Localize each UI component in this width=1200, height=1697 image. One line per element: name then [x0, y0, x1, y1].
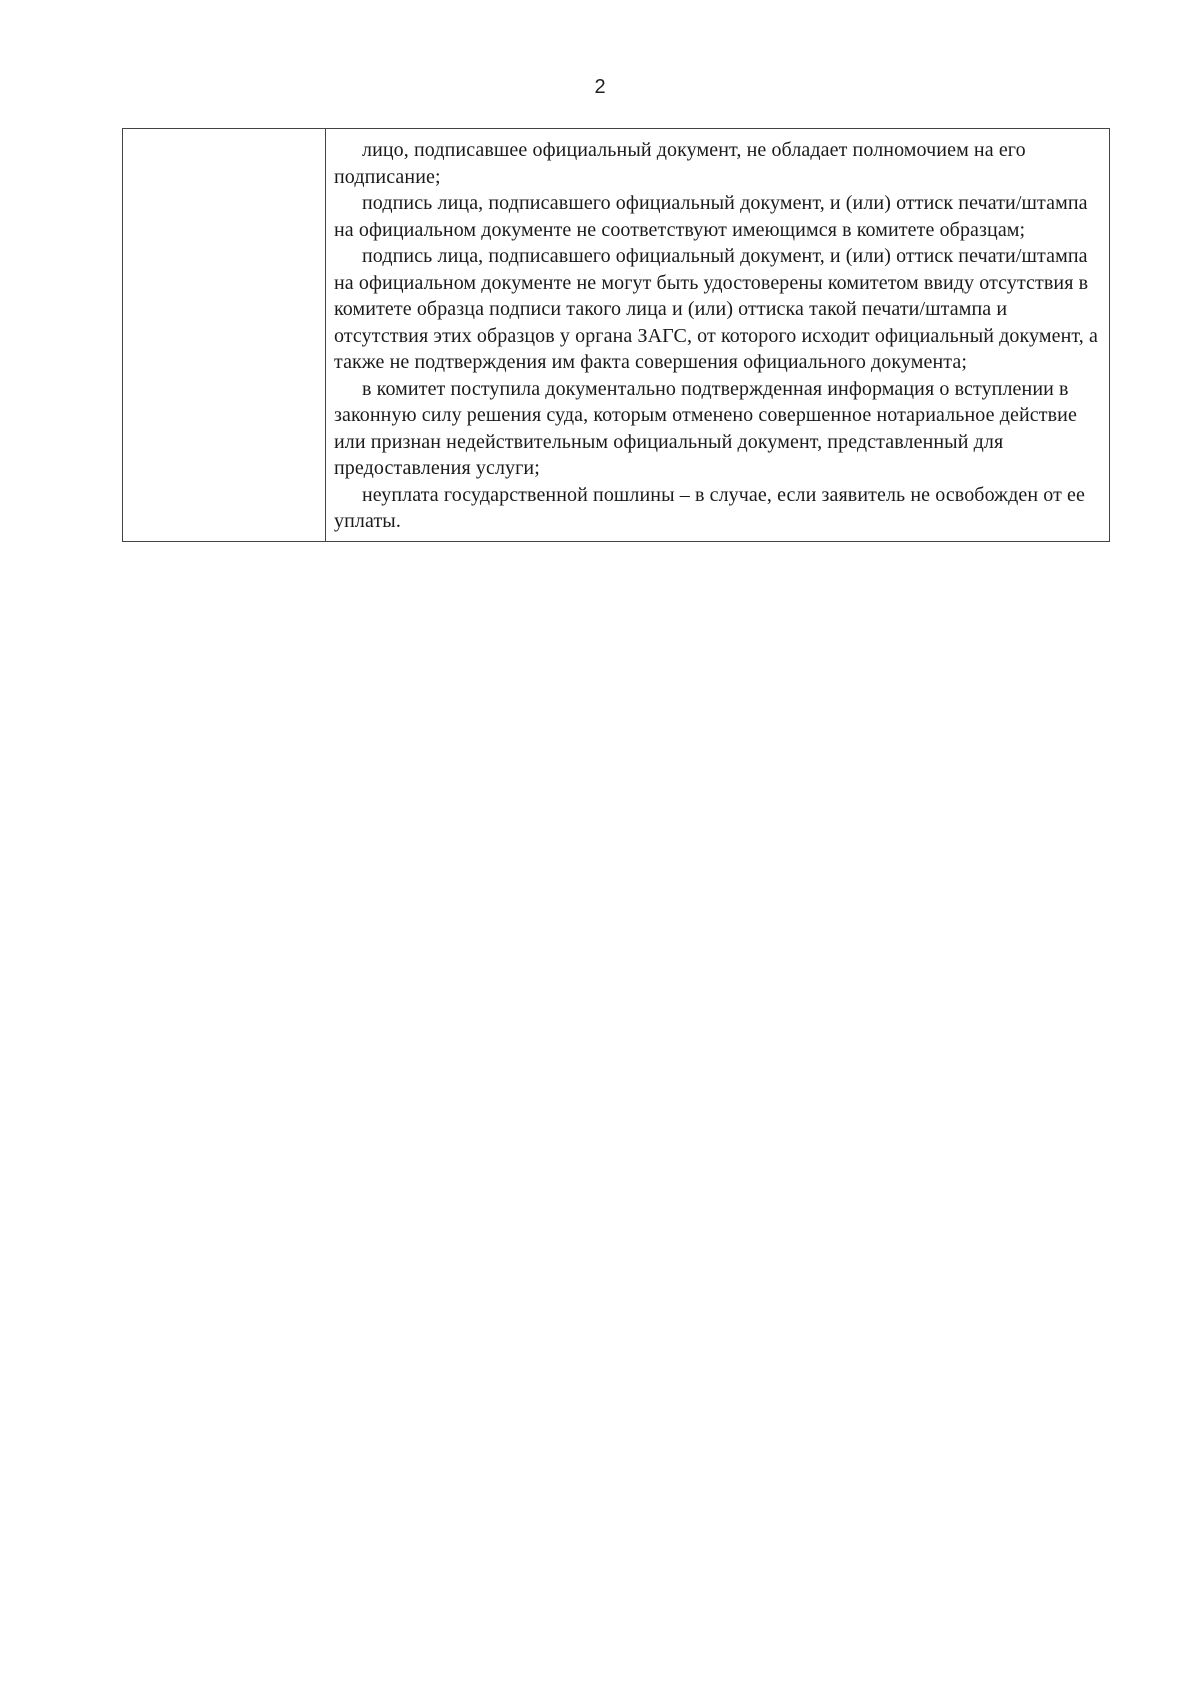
refusal-ground-4: в комитет поступила документально подтвержденная информация о вступлении в законную силу решения суда, которым отменено совершенное нотариальное действие или признан недействительным официальный документ, представленный для предоставления услуги;: [334, 377, 1077, 479]
table-cell-empty: [123, 129, 326, 542]
table-row: [123, 129, 1110, 542]
page-number: 2: [594, 76, 606, 98]
table-cell-content: [326, 129, 1110, 542]
refusal-ground-3: подпись лица, подписавшего официальный документ, и (или) оттиск печати/штампа на официальном документе не могут быть удостоверены комитетом ввиду отсутствия в комитете образца подписи такого лица и (или) оттиска такой печати/штампа и отсутствия этих образцов у органа ЗАГС, от которого исходит официальный документ, а также не подтверждения им факта совершения официального документа;: [334, 245, 1098, 373]
refusal-ground-2: подпись лица, подписавшего официальный документ, и (или) оттиск печати/штампа на официальном документе не соответствуют имеющимся в комитете образцам;: [334, 192, 1088, 241]
refusal-ground-5: неуплата государственной пошлины – в случае, если заявитель не освобожден от ее уплаты.: [334, 483, 1085, 532]
refusal-ground-1: лицо, подписавшее официальный документ, не обладает полномочием на его подписание;: [334, 139, 1026, 188]
document-table: [122, 128, 1110, 542]
